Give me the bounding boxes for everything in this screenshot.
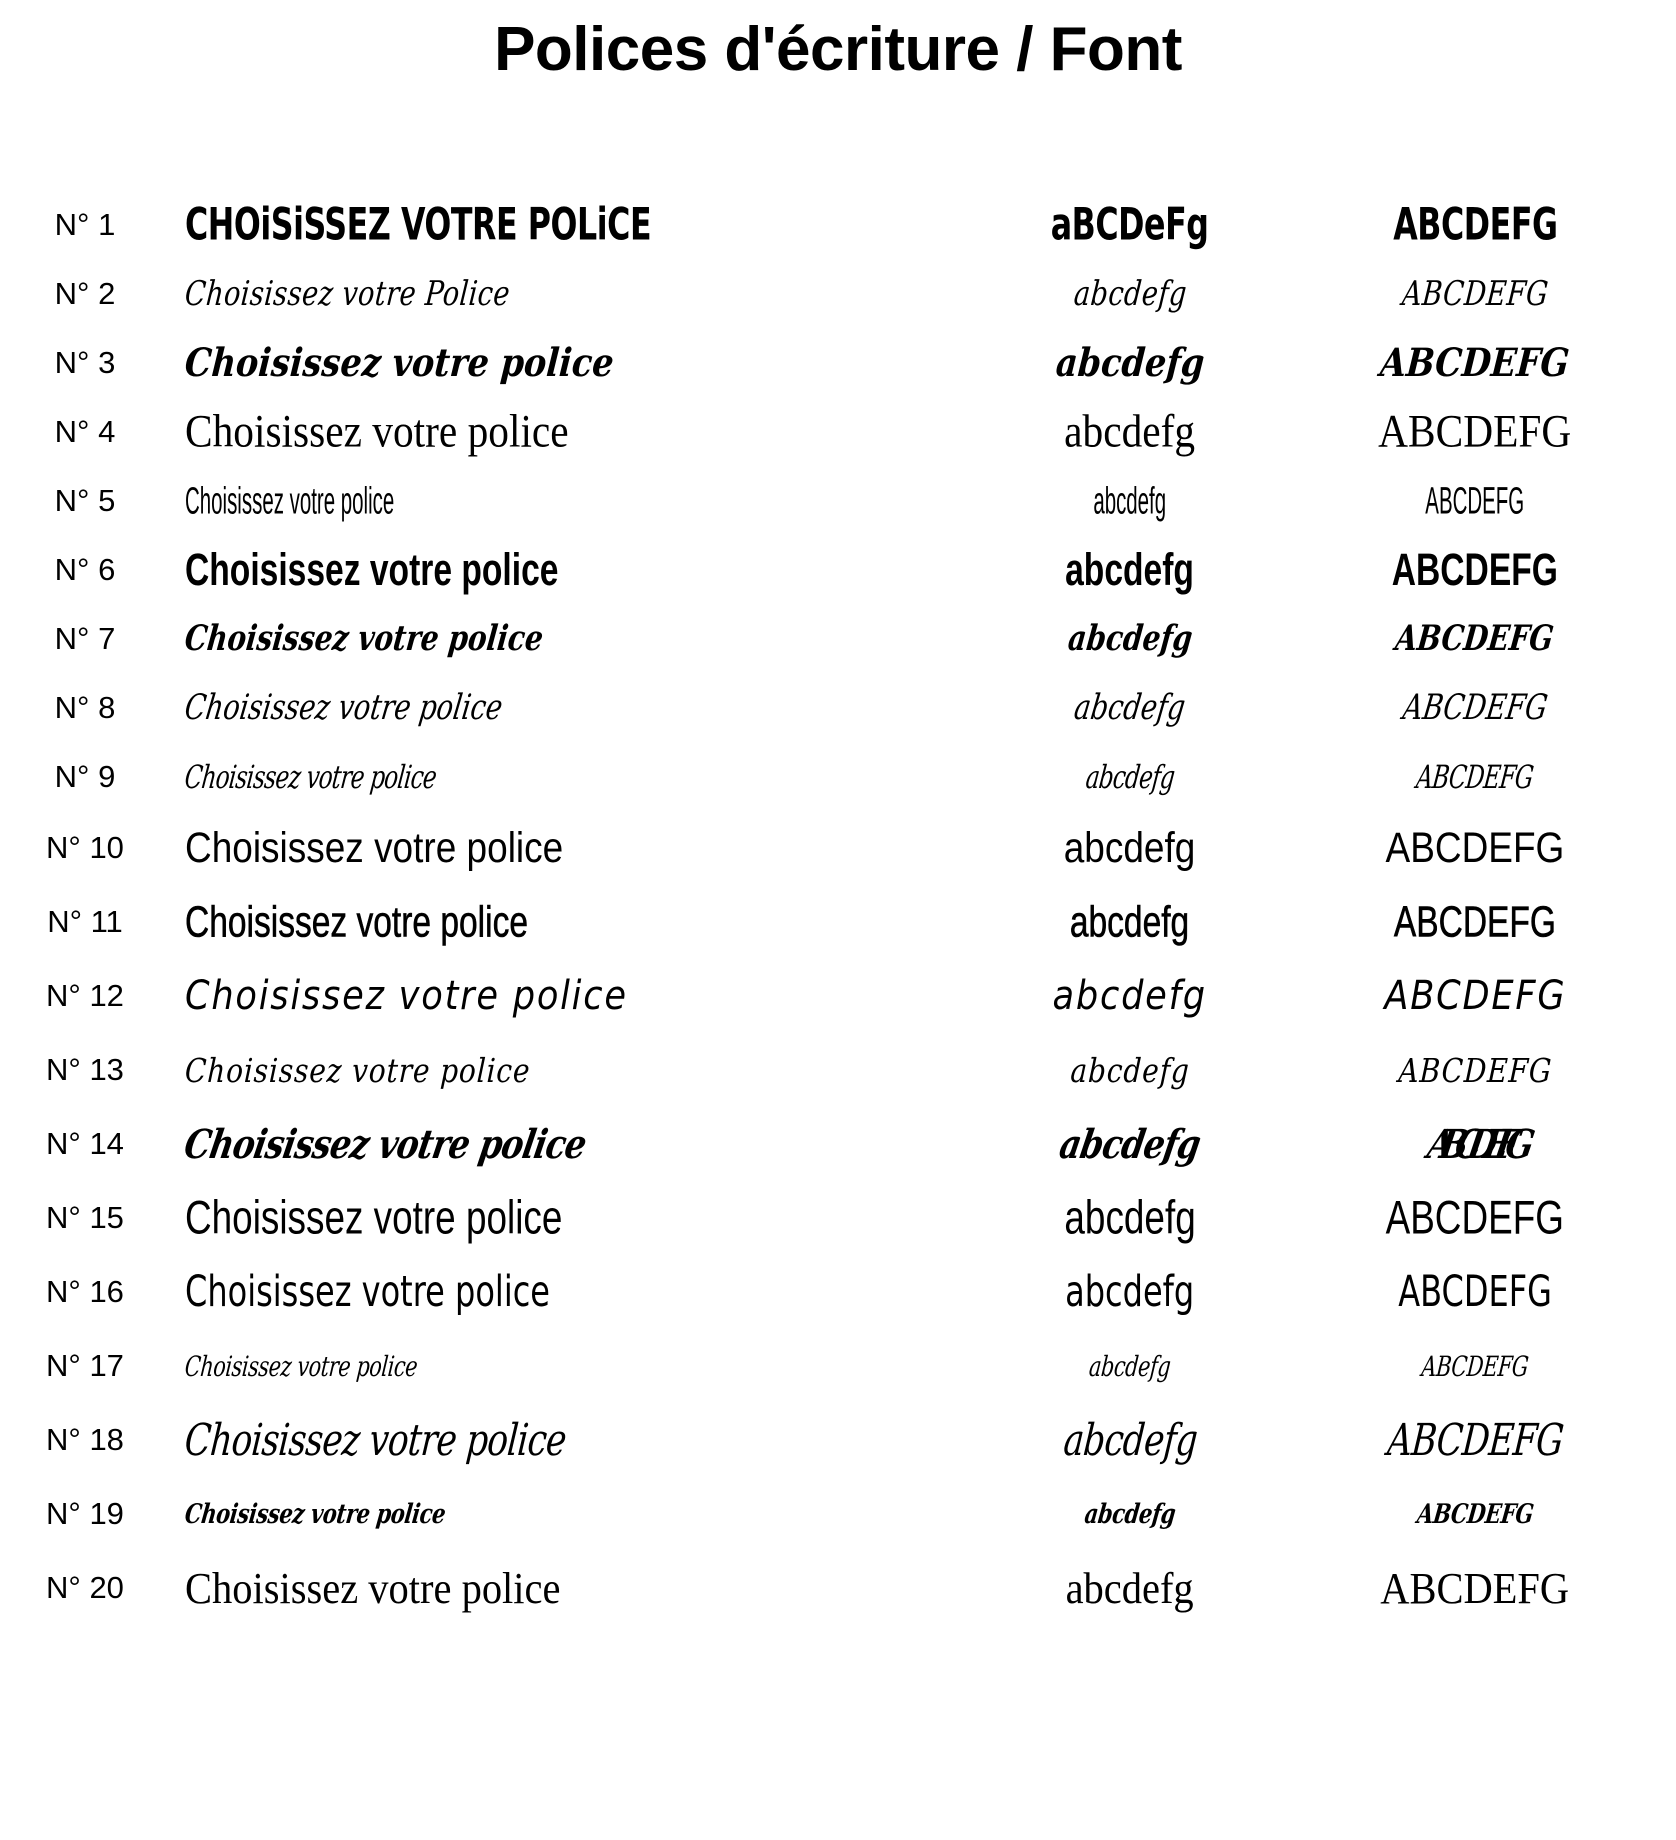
font-sample-uppercase [1310, 535, 1640, 604]
row-number-label [0, 604, 170, 673]
row-number-label [0, 1477, 170, 1551]
font-sample-lowercase-text: abcdefg [1072, 687, 1188, 728]
font-sample-phrase [185, 535, 955, 604]
font-sample-lowercase-text: abcdefg [1071, 273, 1189, 314]
font-sample-uppercase-text: ABCDEFG [1391, 543, 1559, 595]
font-sample-phrase-text: Choisissez votre police [185, 1563, 561, 1613]
table-row[interactable] [0, 885, 1676, 959]
font-sample-phrase-text: Choisissez votre police [182, 618, 546, 659]
page-title: Polices d'écriture / Font [494, 15, 1182, 84]
font-sample-uppercase-text: ABCDEFG [1378, 339, 1572, 386]
font-sample-phrase [185, 959, 955, 1033]
table-row[interactable] [0, 466, 1676, 535]
font-sample-uppercase-text: ABCDEFG [1393, 897, 1557, 946]
font-sample-phrase-text: Choisissez votre police [185, 973, 628, 1019]
table-row[interactable] [0, 604, 1676, 673]
font-sample-lowercase-text: abcdefg [1056, 1120, 1204, 1168]
font-sample-uppercase-text: ABCDEFG [1397, 1050, 1553, 1090]
font-sample-phrase [185, 190, 955, 259]
font-sample-phrase-text: Choisissez votre police [185, 823, 564, 872]
font-sample-phrase [182, 1403, 955, 1477]
font-sample-phrase [185, 397, 955, 466]
font-sample-lowercase [960, 1329, 1300, 1403]
table-row[interactable] [0, 673, 1676, 742]
row-number-label [0, 885, 170, 959]
font-sample-uppercase [1310, 1107, 1640, 1181]
table-row[interactable] [0, 397, 1676, 466]
row-number-label-text: N° 6 [54, 551, 116, 587]
row-number-label [0, 1329, 170, 1403]
font-sample-lowercase [960, 466, 1300, 535]
table-row[interactable] [0, 190, 1676, 259]
font-sample-uppercase-text: ABCDEFG [1384, 973, 1566, 1019]
font-sample-phrase [185, 328, 955, 397]
table-row[interactable] [0, 1329, 1676, 1403]
row-number-label [0, 742, 170, 811]
row-number-label [0, 811, 170, 885]
font-sample-lowercase [960, 673, 1300, 742]
font-sample-lowercase-text: abcdefg [1061, 1414, 1199, 1466]
font-sample-uppercase-text: ABCDEFG [1380, 1563, 1570, 1613]
font-sample-phrase-text: Choisissez votre police [182, 687, 505, 728]
font-sample-lowercase [960, 1403, 1300, 1477]
font-sample-lowercase-text: abcdefg [1082, 1498, 1178, 1530]
font-sample-uppercase [1310, 885, 1640, 959]
table-row[interactable] [0, 1551, 1676, 1625]
font-sample-uppercase-text: ABCDEFG [1400, 273, 1550, 314]
font-sample-uppercase-text: ABCDEFG [1392, 198, 1558, 251]
font-sample-lowercase [960, 328, 1300, 397]
font-sample-phrase-text: Choisissez votre police [185, 478, 395, 522]
font-sample-lowercase-text: abcdefg [1093, 478, 1167, 522]
font-sample-uppercase [1310, 742, 1640, 811]
font-sample-phrase-text: Choisissez votre police [185, 405, 569, 458]
font-sample-uppercase [1310, 604, 1640, 673]
table-row[interactable] [0, 1107, 1676, 1181]
row-number-label-text: N° 18 [46, 1422, 124, 1457]
font-sample-phrase-text: Choisissez votre police [184, 1050, 532, 1090]
font-sample-phrase-text: Choisissez votre police [185, 1190, 563, 1245]
font-sample-phrase [185, 811, 955, 885]
font-sample-phrase-text: Choisissez votre police [182, 1414, 568, 1466]
font-sample-lowercase [960, 1033, 1300, 1107]
row-number-label-text: N° 10 [46, 830, 124, 865]
font-sample-lowercase-text: abcdefg [1064, 1190, 1196, 1245]
font-sample-lowercase-text: abcdefg [1065, 543, 1195, 595]
font-sample-phrase [182, 604, 955, 673]
row-number-label [0, 1255, 170, 1329]
row-number-label-text: N° 16 [46, 1274, 124, 1309]
row-number-label-text: N° 2 [54, 275, 116, 311]
row-number-label [0, 397, 170, 466]
font-sample-phrase [185, 1477, 955, 1551]
font-sample-lowercase [960, 1477, 1300, 1551]
font-sample-phrase [185, 1033, 955, 1107]
row-number-label [0, 190, 170, 259]
font-sample-phrase [180, 1107, 955, 1181]
font-sample-uppercase [1310, 673, 1640, 742]
font-sample-lowercase [960, 885, 1300, 959]
row-number-label-text: N° 1 [54, 206, 116, 242]
font-sample-uppercase [1310, 811, 1640, 885]
row-number-label-text: N° 5 [54, 482, 116, 518]
table-row[interactable] [0, 959, 1676, 1033]
font-sample-uppercase-text: ABCDEFG [1400, 687, 1550, 728]
font-sample-lowercase-text: abcdefg [1065, 618, 1195, 659]
table-row[interactable] [0, 259, 1676, 328]
font-sample-uppercase-text: ABCDEFG [1385, 1190, 1565, 1245]
row-number-label-text: N° 4 [54, 413, 116, 449]
font-sample-uppercase [1310, 1477, 1640, 1551]
table-row[interactable] [0, 1181, 1676, 1255]
row-number-label-text: N° 19 [46, 1496, 124, 1531]
font-sample-lowercase-text: abcdefg [1064, 823, 1196, 872]
font-sample-uppercase [1310, 959, 1640, 1033]
table-row[interactable] [0, 1403, 1676, 1477]
font-sample-uppercase [1310, 190, 1640, 259]
font-sample-lowercase [960, 604, 1300, 673]
row-number-label-text: N° 9 [54, 758, 116, 794]
font-sample-lowercase [960, 1551, 1300, 1625]
row-number-label-text: N° 13 [46, 1052, 124, 1087]
font-sample-phrase-text: Choisissez votre police [183, 1498, 448, 1530]
row-number-label-text: N° 3 [54, 344, 116, 380]
font-sample-table [0, 190, 1676, 1625]
font-sample-phrase [185, 466, 955, 535]
font-sample-phrase-text: Choisissez votre police [180, 1120, 590, 1168]
font-sample-lowercase-text: abcdefg [1065, 1563, 1195, 1613]
font-sample-uppercase-text: ABCDEFG [1425, 478, 1525, 522]
row-number-label [0, 259, 170, 328]
row-number-label [0, 535, 170, 604]
row-number-label-text: N° 17 [46, 1348, 124, 1383]
row-number-label-text: N° 14 [46, 1126, 124, 1161]
font-sample-uppercase [1310, 466, 1640, 535]
table-row[interactable] [0, 742, 1676, 811]
font-sample-lowercase-text: abcdefg [1070, 897, 1190, 946]
font-sample-lowercase-text: abcdefg [1083, 757, 1177, 796]
row-number-label [0, 959, 170, 1033]
row-number-label-text: N° 11 [47, 904, 123, 939]
font-sample-phrase-text: Choisissez votre police [185, 1267, 550, 1317]
font-sample-uppercase-text: ABCDEFG [1398, 1267, 1552, 1317]
font-sample-lowercase-text: aBCDeFg [1051, 198, 1209, 251]
font-sample-uppercase-text: ABCDEFG [1385, 1414, 1565, 1466]
font-sample-phrase-text: Choisissez votre police [183, 339, 616, 386]
font-sample-uppercase [1310, 1181, 1640, 1255]
table-row[interactable] [0, 1477, 1676, 1551]
font-sample-uppercase-text: ABCDEFG [1393, 618, 1557, 659]
font-sample-phrase [185, 1255, 955, 1329]
font-sample-phrase-text: CHOiSiSSEZ VOTRE POLiCE [185, 198, 652, 251]
row-number-label [0, 328, 170, 397]
font-sample-phrase-text: Choisissez votre police [183, 1349, 419, 1383]
row-number-label-text: N° 7 [54, 620, 116, 656]
row-number-label [0, 466, 170, 535]
font-sample-uppercase [1310, 1329, 1640, 1403]
font-sample-phrase-text: Choisissez votre police [185, 543, 559, 595]
row-number-label [0, 1033, 170, 1107]
table-row[interactable] [0, 1033, 1676, 1107]
font-sample-lowercase [960, 1107, 1300, 1181]
font-sample-uppercase-text: ABCDEFG [1385, 823, 1565, 872]
table-row[interactable] [0, 811, 1676, 885]
font-sample-uppercase-text: ABCDEFG [1420, 1349, 1530, 1383]
font-sample-lowercase [960, 190, 1300, 259]
font-sample-phrase [185, 259, 955, 328]
row-number-label-text: N° 15 [46, 1200, 124, 1235]
font-sample-lowercase [960, 742, 1300, 811]
font-sample-uppercase-text: ABCDEFG [1424, 1120, 1526, 1168]
font-sample-uppercase [1310, 1551, 1640, 1625]
row-number-label [0, 1107, 170, 1181]
font-sample-lowercase-text: abcdefg [1069, 1050, 1191, 1090]
font-sample-uppercase [1310, 1403, 1640, 1477]
table-row[interactable] [0, 535, 1676, 604]
font-sample-phrase-text: Choisissez votre police [182, 757, 439, 796]
font-sample-uppercase-text: ABCDEFG [1378, 405, 1572, 458]
font-sample-phrase [182, 673, 955, 742]
font-sample-lowercase [960, 959, 1300, 1033]
row-number-label [0, 1181, 170, 1255]
font-sample-lowercase-text: abcdefg [1064, 405, 1196, 458]
font-sample-uppercase [1310, 328, 1640, 397]
font-sample-lowercase-text: abcdefg [1052, 973, 1208, 1019]
font-sample-lowercase [960, 1255, 1300, 1329]
font-sample-uppercase [1310, 1033, 1640, 1107]
font-sample-lowercase [960, 1181, 1300, 1255]
font-sample-phrase [185, 885, 955, 959]
row-number-label-text: N° 8 [54, 689, 116, 725]
font-sample-lowercase [960, 535, 1300, 604]
font-sample-phrase [185, 1181, 955, 1255]
font-sample-lowercase [960, 259, 1300, 328]
row-number-label-text: N° 12 [46, 978, 124, 1013]
table-row[interactable] [0, 328, 1676, 397]
font-sample-uppercase-text: ABCDEFG [1415, 1498, 1535, 1530]
font-sample-uppercase [1310, 1255, 1640, 1329]
font-sample-lowercase [960, 811, 1300, 885]
font-sample-phrase-text: Choisissez votre police [185, 897, 529, 946]
font-sample-lowercase [960, 397, 1300, 466]
font-sample-lowercase-text: abcdefg [1087, 1349, 1173, 1383]
row-number-label [0, 1551, 170, 1625]
font-sample-uppercase [1310, 259, 1640, 328]
row-number-label-text: N° 20 [46, 1570, 124, 1605]
font-sample-phrase [182, 742, 955, 811]
row-number-label [0, 1403, 170, 1477]
table-row[interactable] [0, 1255, 1676, 1329]
font-sample-phrase [185, 1551, 955, 1625]
font-sample-phrase [185, 1329, 955, 1403]
font-sample-uppercase [1310, 397, 1640, 466]
row-number-label [0, 673, 170, 742]
font-sample-phrase-text: Choisissez votre Police [183, 273, 512, 314]
font-sample-lowercase-text: abcdefg [1054, 339, 1206, 386]
font-sample-uppercase-text: ABCDEFG [1414, 757, 1536, 796]
font-sample-lowercase-text: abcdefg [1065, 1267, 1195, 1317]
